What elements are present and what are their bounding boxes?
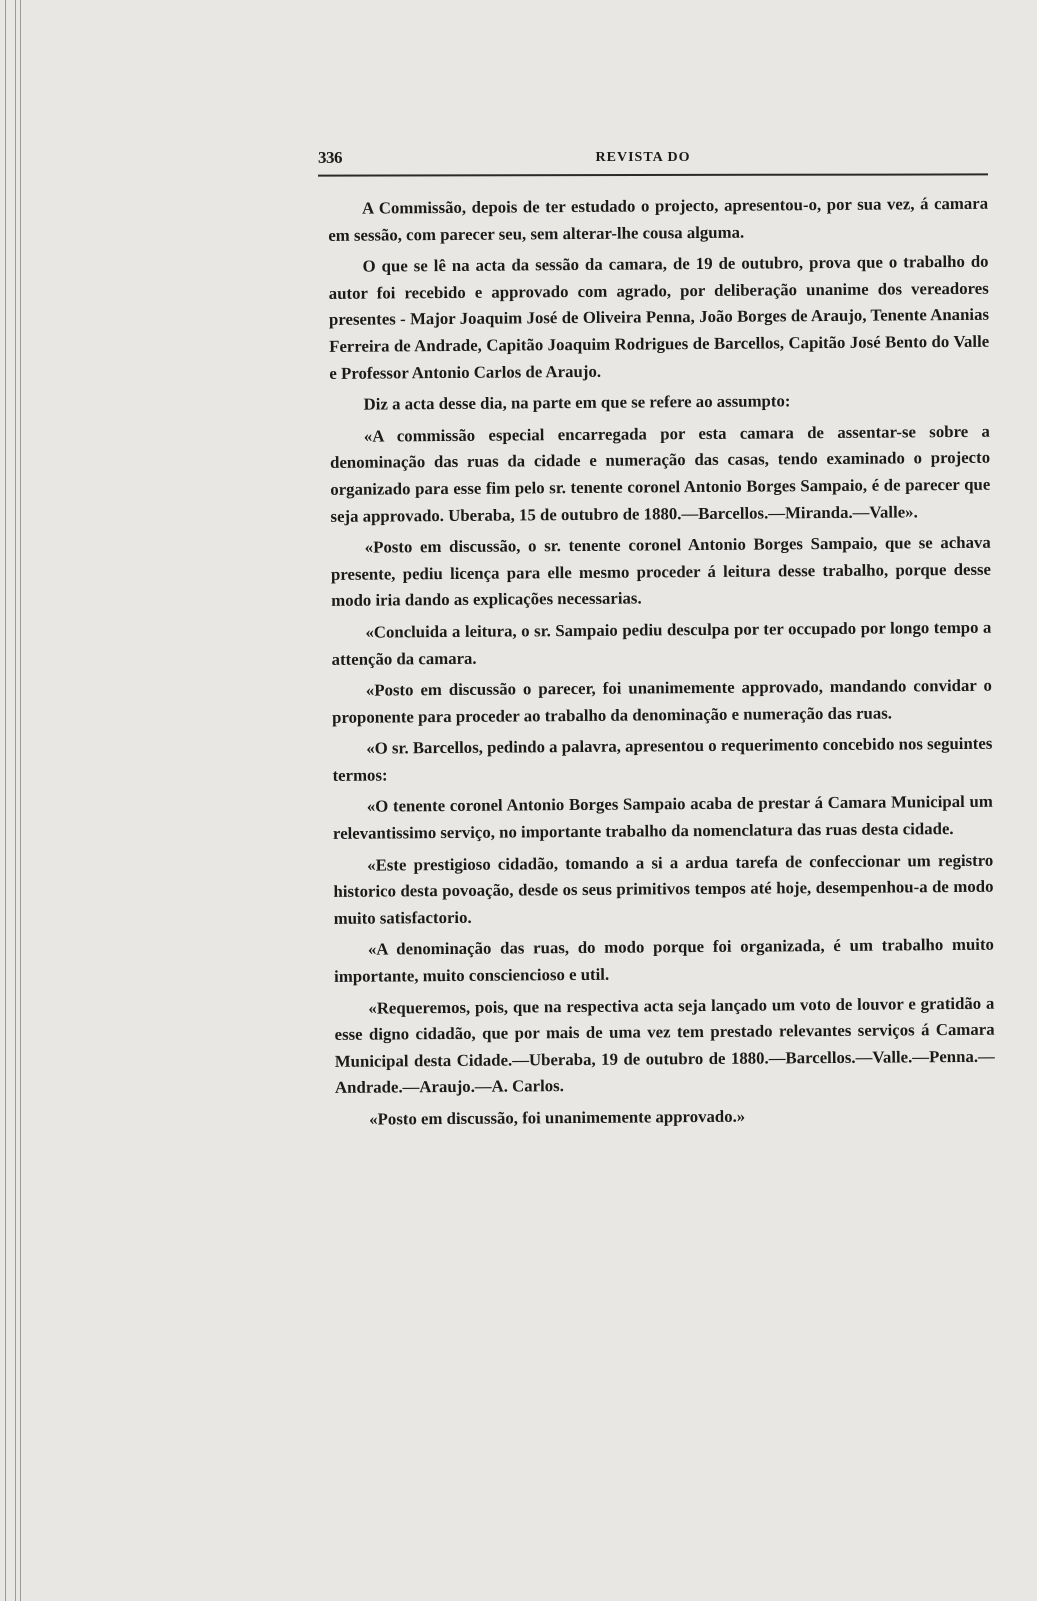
paragraph: «O tenente coronel Antonio Borges Sampaio acaba de prestar á Camara Municipal um relevantissimo serviço, no importante trabalho da nomenclatura das ruas desta cidade. [332,792,993,843]
paragraph: «A commissão especial encarregada por esta camara de assentar-se sobre a denominação das ruas da cidade e numeração das casas, tendo examinado o projecto organizado para esse fim pelo sr. tenente coronel Antonio Borges Sampaio, é de parecer que seja approvado. Uberaba, 15 de outubro de 1880.—Barcellos.—Miranda.—Valle». [330,421,991,526]
paragraph: A Commissão, depois de ter estudado o projecto, apresentou-o, por sua vez, á camara em sessão, com parecer seu, sem alterar-lhe cousa alguma. [328,193,989,245]
paragraph: «A denominação das ruas, do modo porque foi organizada, é um trabalho muito importante, muito consciencioso e util. [334,935,994,986]
paragraph: «Posto em discussão, o sr. tenente coronel Antonio Borges Sampaio, que se achava presente, pediu licença para elle mesmo proceder á leitura desse trabalho, porque desse modo iria dando as explicações necessarias. [330,532,992,611]
paragraph: «Requeremos, pois, que na respectiva acta seja lançado um voto de louvor e gratidão a esse digno cidadão, que por mais de uma vez tem prestado relevantes serviços á Camara Municipal desta Cidade.—Uberaba, 19 de outubro de 1880.—Barcellos.—Valle.—Penna.—Andrade.—Araujo.—A. Carlos. [334,993,995,1098]
header-rule [318,173,988,176]
page-header [318,140,988,174]
paragraph: «Este prestigioso cidadão, tomando a si a ardua tarefa de confeccionar um registro historico desta povoação, desde os seus primitivos tempos até hoje, desempenhou-a de modo muito satisfactorio. [333,850,994,928]
paragraph: Diz a acta desse dia, na parte em que se refere ao assumpto: [363,391,791,414]
running-head: REVISTA DO [595,150,691,165]
paragraph: «Posto em discussão o parecer, foi unanimemente approvado, mandando convidar o proponente para proceder ao trabalho da denominação e numeração das ruas. [332,675,992,727]
paragraph: «Concluida a leitura, o sr. Sampaio pediu desculpa por ter occupado por longo tempo a attenção da camara. [331,617,992,669]
paragraph: O que se lê na acta da sessão da camara, de 19 de outubro, prova que o trabalho do autor foi recebido e approvado com agrado, por deliberação unanime dos vereadores presentes - Major Joaquim José de Oliveira Penna, João Borges de Araujo, Tenente Ananias Ferreira de Andrade, Capitão Joaquim Rodrigues de Barcellos, Capitão José Bento do Valle e Professor Antonio Carlos de Araujo. [328,251,990,383]
scan-edge [0,0,40,1601]
book-page [318,140,995,1139]
page-body [318,191,995,1134]
page-number: 336 [318,148,342,167]
paragraph: «O sr. Barcellos, pedindo a palavra, apresentou o requerimento concebido nos seguintes termos: [332,734,993,785]
paragraph: «Posto em discussão, foi unanimemente approvado.» [369,1106,746,1129]
